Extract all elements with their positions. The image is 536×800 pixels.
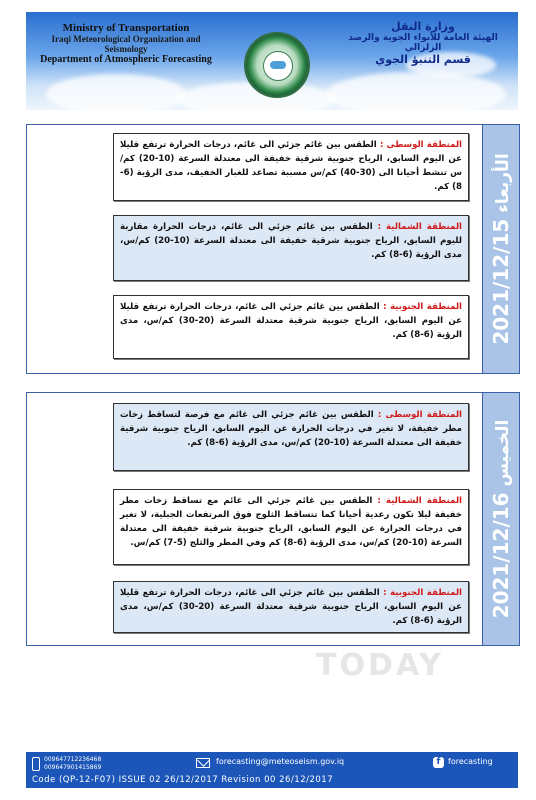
- footer-bar: [26, 752, 518, 788]
- department-name-ar: قسم التنبؤ الجوي: [375, 53, 471, 66]
- region-central-day1: [113, 133, 469, 201]
- facebook-link[interactable]: forecasting: [448, 757, 493, 766]
- region-name: المنطقة الجنوبية :: [383, 588, 463, 598]
- region-name: المنطقة الشمالية :: [377, 222, 462, 232]
- region-north-day1: [113, 215, 469, 281]
- phone-numbers: [44, 756, 101, 772]
- day-label-column: [482, 393, 519, 645]
- header-arabic-text: [338, 20, 508, 66]
- organization-logo: [244, 32, 310, 98]
- date-label: 2021/12/15: [489, 218, 513, 345]
- phone-number-2: 009647901415869: [44, 764, 102, 771]
- watermark: TODAY: [316, 648, 444, 683]
- phone-icon: [32, 757, 40, 771]
- header-banner: [26, 12, 518, 110]
- ministry-name-ar: وزارة النقل: [391, 20, 455, 33]
- region-name: المنطقة الجنوبية :: [383, 302, 463, 312]
- ministry-name-en: Ministry of Transportation: [62, 22, 190, 34]
- region-name: المنطقة الشمالية :: [377, 496, 462, 506]
- organization-name-en: Iraqi Meteorological Organization and Seismology: [51, 34, 201, 54]
- region-name: المنطقة الوسطى :: [379, 140, 463, 150]
- region-forecast: الطقس بين غائم جزئي الى غائم مع فرصة لتساقط زخات مطر خفيفة، لا تغير في درجات الحرارة عن اليوم السابق، الرياح جنوبية شرقية خفيفة الى معتدلة السرعة (10-20) كم/س، مدى الرؤية (6-8) كم.: [120, 410, 462, 448]
- region-central-day2: [113, 403, 469, 471]
- weekday-label: الخميس: [493, 419, 513, 487]
- email-link[interactable]: forecasting@meteoseism.gov.iq: [216, 757, 345, 766]
- region-south-day2: [113, 581, 469, 633]
- facebook-icon[interactable]: f: [433, 757, 444, 768]
- document-code: Code (QP-12-F07) ISSUE 02 26/12/2017 Revision 00 26/12/2017: [32, 775, 334, 785]
- region-forecast: الطقس بين غائم جزئي الى غائم، درجات الحرارة ترتفع قليلا عن اليوم السابق، الرياح جنوبية شرقية خفيفة الى معتدلة السرعة (10-20) كم/س تنشط أحيانا الى (30-40) كم/س مسببة تصاعد للغبار الخفيف، مدى الرؤية (6-8) كم.: [120, 140, 463, 192]
- region-forecast: الطقس بين غائم جزئي الى غائم مع تساقط زخات مطر خفيفة ليلا تكون رعدية أحيانا كما تتساقط الثلوج فوق المرتفعات الجبلية، لا تغير في درجات الحرارة عن اليوم السابق، الرياح جنوبية شرقية خفيفة الى معتدلة السرعة (10-20) كم/س، مدى الرؤية (6-8) كم وفي المطر والثلج (5-7) كم/س.: [120, 496, 462, 548]
- phone-number-1: 009647712236468: [44, 756, 102, 763]
- day-block-1: [26, 124, 520, 374]
- department-name-en: Department of Atmospheric Forecasting: [40, 54, 212, 65]
- weekday-label: الأربعاء: [493, 153, 513, 213]
- day-block-2: [26, 392, 520, 646]
- header-english-text: [36, 22, 216, 65]
- region-north-day2: [113, 489, 469, 565]
- region-forecast: الطقس بين غائم جزئي الى غائم، درجات الحرارة ترتفع قليلا عن اليوم السابق، الرياح جنوبية شرقية معتدلة السرعة (20-30) كم/س، مدى الرؤية (6-8) كم.: [120, 588, 462, 626]
- region-forecast: الطقس بين غائم جزئي الى غائم، درجات الحرارة ترتفع قليلا عن اليوم السابق، الرياح جنوبية شرقية معتدلة السرعة (20-30) كم/س، مدى الرؤية (6-8) كم.: [120, 302, 462, 340]
- email-icon: [196, 758, 210, 768]
- date-label: 2021/12/16: [489, 492, 513, 619]
- region-name: المنطقة الوسطى :: [377, 410, 462, 420]
- day-label: [489, 420, 513, 619]
- region-forecast: الطقس بين غائم جزئي الى غائم، درجات الحرارة مقاربة لليوم السابق، الرياح جنوبية شرقية خفيفة الى معتدلة السرعة (10-20) كم/س، مدى الرؤية (6-8) كم.: [120, 222, 462, 260]
- day-label-column: [482, 125, 519, 373]
- day-label: [489, 153, 513, 344]
- region-south-day1: [113, 295, 469, 359]
- organization-name-ar: الهيئة العامة للأنواء الجوية والرصد الزلزالي: [348, 33, 498, 53]
